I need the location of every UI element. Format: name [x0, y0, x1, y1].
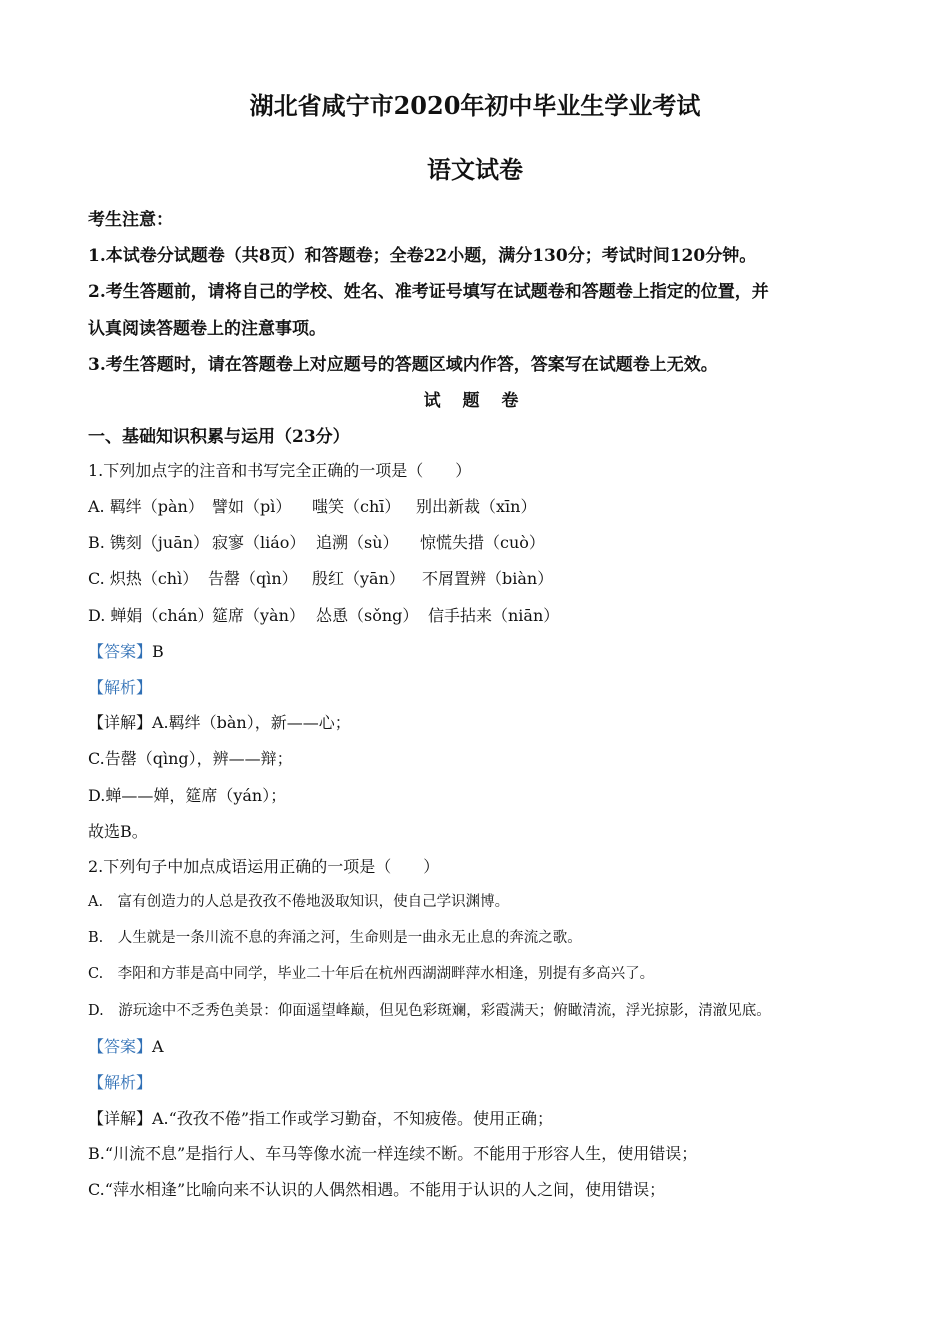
q2-option-a: A. 富有创造力的人总是孜孜不倦地汲取知识，使自己学识渊博。 [88, 894, 510, 910]
q2-answer [88, 1034, 164, 1057]
notice-heading: 考生注意： [88, 210, 173, 230]
exam-subtitle: 语文试卷 [427, 155, 523, 184]
q2-option-b: B. 人生就是一条川流不息的奔涌之河，生命则是一曲永无止息的奔流之歌。 [88, 930, 582, 946]
q1-b-4: 惊慌失措（cuò） [420, 533, 545, 552]
answer-value: B [152, 642, 164, 661]
q1-a-1: A. 羁绊（pàn） [88, 497, 204, 516]
q1-d-2: 筵席（yàn） [212, 606, 305, 625]
q1-stem: 1.下列加点字的注音和书写完全正确的一项是（ ） [88, 461, 472, 480]
notice-item-3: 3.考生答题时，请在答题卷上对应题号的答题区域内作答，答案写在试题卷上无效。 [88, 355, 718, 375]
answer-value: A [152, 1037, 164, 1056]
q1-c-2: 告罄（qìn） [208, 569, 298, 588]
q1-a-2: 譬如（pì） [212, 497, 292, 516]
q2-option-d: D. 游玩途中不乏秀色美景：仰面遥望峰巅，但见色彩斑斓，彩霞满天；俯瞰清流，浮光掠影，清澈见底。 [88, 1003, 771, 1019]
q2-detail-1: 【详解】A.“孜孜不倦”指工作或学习勤奋，不知疲倦。使用正确； [88, 1109, 554, 1128]
q2-option-c: C. 李阳和方菲是高中同学，毕业二十年后在杭州西湖湖畔萍水相逢，别提有多高兴了。 [88, 966, 655, 982]
notice-item-2b: 认真阅读答题卷上的注意事项。 [88, 319, 326, 339]
q1-d-1: D. 蝉娟（chán） [88, 606, 214, 625]
answer-tag: 【答案】 [88, 1037, 153, 1056]
q1-c-3: 殷红（yān） [312, 569, 405, 588]
q1-a-4: 别出新裁（xīn） [416, 497, 537, 516]
notice-item-1: 1.本试卷分试题卷（共8页）和答题卷；全卷22小题，满分130分；考试时间120分钟。 [88, 246, 757, 266]
q1-option-c [88, 566, 553, 589]
q2-detail-3: C.“萍水相逢”比喻向来不认识的人偶然相遇。不能用于认识的人之间，使用错误； [88, 1180, 666, 1199]
q1-detail-4: 故选B。 [88, 822, 148, 841]
q1-option-d [88, 603, 559, 626]
q1-b-2: 寂寥（liáo） [212, 533, 306, 552]
q2-detail-2: B.“川流不息”是指行人、车马等像水流一样连续不断。不能用于形容人生，使用错误； [88, 1144, 698, 1163]
q1-b-1: B. 镌刻（juān） [88, 533, 210, 552]
exam-title: 湖北省咸宁市2020年初中毕业生学业考试 [249, 91, 701, 120]
q1-d-4: 信手拈来（niān） [428, 606, 560, 625]
q1-detail-2: C.告罄（qìng），辨——辩； [88, 749, 293, 768]
answer-tag: 【答案】 [88, 642, 153, 661]
q1-c-4: 不屑置辨（biàn） [422, 569, 554, 588]
q2-analysis-tag: 【解析】 [88, 1073, 153, 1092]
q1-d-3: 怂恿（sǒng） [316, 606, 419, 625]
q1-detail-1: 【详解】A.羁绊（bàn），新——心； [88, 713, 351, 732]
q1-option-b [88, 530, 545, 553]
notice-item-2a: 2.考生答题前，请将自己的学校、姓名、准考证号填写在试题卷和答题卷上指定的位置，并 [88, 282, 769, 302]
q1-detail-3: D.蝉——婵，筵席（yán）； [88, 786, 287, 805]
q1-answer [88, 639, 164, 662]
q1-analysis-tag: 【解析】 [88, 678, 153, 697]
q1-option-a [88, 494, 536, 517]
q1-a-3: 嗤笑（chī） [312, 497, 401, 516]
q2-stem: 2.下列句子中加点成语运用正确的一项是（ ） [88, 857, 440, 876]
part1-heading: 一、基础知识积累与运用（23分） [88, 427, 350, 447]
q1-c-1: C. 炽热（chì） [88, 569, 199, 588]
q1-b-3: 追溯（sù） [316, 533, 399, 552]
section-label: 试 题 卷 [423, 391, 527, 411]
